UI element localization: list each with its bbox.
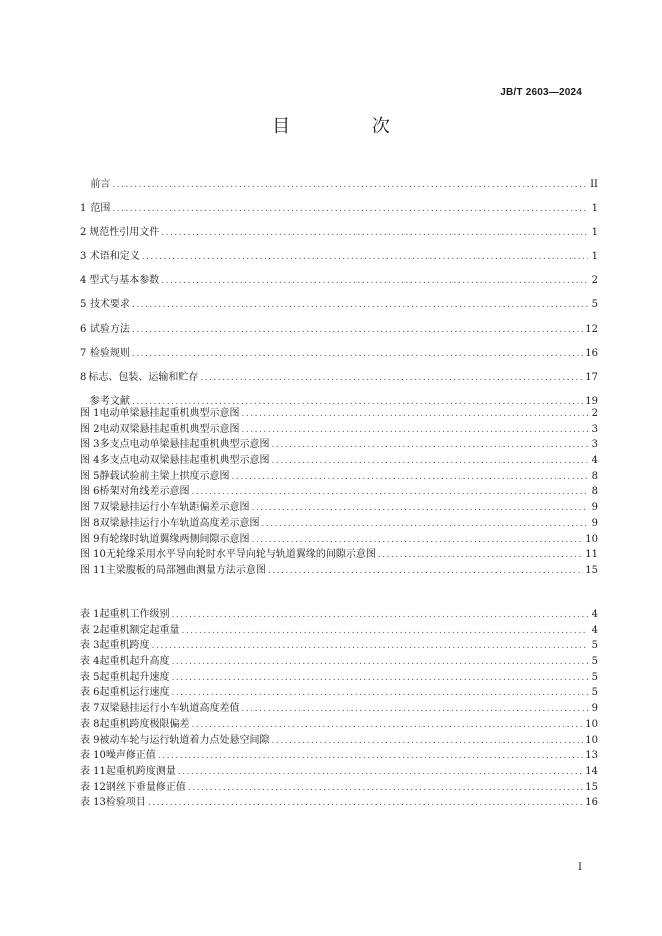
toc-entry-number: 4 [80, 275, 87, 287]
dot-leader [378, 548, 583, 564]
toc-tables [80, 607, 598, 811]
dot-leader [268, 564, 583, 580]
figure-number: 图 8 [80, 517, 100, 529]
toc-entry-number: 2 [80, 227, 87, 239]
table-number: 表 8 [80, 718, 100, 730]
table-entry[interactable] [80, 638, 598, 654]
table-entry[interactable] [80, 748, 598, 764]
figure-entry[interactable] [80, 406, 598, 422]
table-number: 表 1 [80, 609, 100, 620]
figure-number: 图 11 [80, 564, 106, 576]
toc-entry-label: 标志、包装、运输和贮存 [88, 371, 199, 383]
table-label: 噪声修正值 [105, 750, 156, 762]
toc-entry-label: 参考文献 [89, 395, 130, 407]
toc-entry-page: II [590, 179, 598, 190]
dot-leader [252, 501, 588, 517]
table-number: 表 3 [80, 640, 100, 652]
figure-number: 图 9 [80, 533, 100, 545]
toc-entry-number: 5 [80, 299, 87, 311]
figure-number: 图 3 [80, 439, 100, 451]
figure-page: 11 [585, 549, 598, 561]
figure-number: 图 1 [80, 408, 100, 419]
figure-entry[interactable] [80, 563, 598, 579]
table-number: 表 12 [80, 781, 106, 793]
table-entry[interactable] [80, 733, 598, 749]
toc-entry-page: 19 [585, 395, 598, 407]
toc-entry-number: 6 [80, 323, 87, 335]
dot-leader [161, 269, 588, 293]
figure-page: 3 [591, 439, 598, 451]
toc-entry-number: 7 [80, 347, 87, 359]
table-label: 检验项目 [105, 797, 146, 809]
table-entry[interactable] [80, 795, 598, 811]
figure-page: 9 [591, 502, 598, 514]
figure-label: 双梁悬挂运行小车轨距偏差示意图 [99, 502, 250, 514]
dot-leader [272, 734, 584, 750]
toc-entry[interactable] [80, 245, 598, 269]
toc-entry[interactable] [80, 293, 598, 317]
dot-leader [172, 686, 588, 702]
table-page: 4 [591, 624, 598, 636]
dot-leader [132, 318, 583, 342]
table-page: 14 [585, 765, 598, 777]
table-number: 表 11 [80, 765, 106, 777]
toc-entry-page: 1 [591, 203, 598, 215]
table-page: 13 [585, 750, 598, 762]
figure-label: 有轮缘时轨道翼缘两侧间隙示意图 [99, 533, 250, 545]
figure-page: 8 [591, 470, 598, 482]
figure-entry[interactable] [80, 532, 598, 548]
toc-entry[interactable] [80, 318, 598, 342]
toc-entry-page: 12 [585, 323, 598, 335]
toc-entry-page: 1 [591, 227, 598, 239]
table-entry[interactable] [80, 685, 598, 701]
dot-leader [188, 781, 583, 797]
figure-label: 电动双梁悬挂起重机典型示意图 [99, 423, 240, 435]
dot-leader [272, 438, 588, 454]
table-number: 表 7 [80, 703, 100, 715]
table-page: 9 [591, 703, 598, 715]
page-number: I [578, 862, 582, 873]
dot-leader [132, 342, 583, 366]
toc-entry[interactable] [80, 269, 598, 293]
table-page: 5 [591, 671, 598, 683]
dot-leader [172, 608, 588, 624]
figure-entry[interactable] [80, 516, 598, 532]
table-label: 起重机跨度 [99, 640, 150, 652]
table-page: 15 [585, 781, 598, 793]
dot-leader [182, 624, 588, 640]
toc-entry[interactable] [80, 342, 598, 366]
dot-leader [252, 533, 584, 549]
table-number: 表 9 [80, 734, 100, 746]
dot-leader [242, 702, 588, 718]
table-entry[interactable] [80, 717, 598, 733]
table-number: 表 6 [80, 687, 100, 699]
figure-number: 图 5 [80, 470, 100, 482]
toc-figures [80, 406, 598, 579]
table-number: 表 2 [80, 624, 100, 636]
figure-number: 图 6 [80, 486, 100, 498]
toc-entry-label: 技术要求 [89, 299, 130, 311]
dot-leader [242, 407, 588, 423]
figure-label: 主梁腹板的局部翘曲测量方法示意图 [105, 564, 266, 576]
figure-page: 3 [591, 423, 598, 435]
dot-leader [172, 671, 588, 687]
table-entry[interactable] [80, 607, 598, 623]
page-title: 目 次 [272, 116, 428, 137]
figure-label: 多支点电动单梁悬挂起重机典型示意图 [99, 439, 270, 451]
figure-entry[interactable] [80, 469, 598, 485]
toc-entry-label: 试验方法 [89, 323, 130, 335]
figure-page: 9 [591, 517, 598, 529]
table-entry[interactable] [80, 780, 598, 796]
dot-leader [178, 765, 583, 781]
dot-leader [158, 749, 583, 765]
toc-entry-page: 16 [585, 347, 598, 359]
table-entry[interactable] [80, 701, 598, 717]
figure-label: 多支点电动双梁悬挂起重机典型示意图 [99, 455, 270, 467]
dot-leader [152, 639, 588, 655]
table-label: 起重机跨度测量 [105, 765, 176, 777]
figure-entry[interactable] [80, 453, 598, 469]
figure-page: 8 [591, 486, 598, 498]
dot-leader [132, 293, 588, 317]
figure-page: 15 [585, 564, 598, 576]
toc-entry-number: 3 [80, 251, 87, 263]
table-entry[interactable] [80, 764, 598, 780]
toc-entry-label: 规范性引用文件 [89, 227, 160, 239]
table-label: 起重机起升高度 [99, 656, 170, 668]
figure-entry[interactable] [80, 484, 598, 500]
table-page: 4 [591, 609, 598, 620]
table-number: 表 13 [80, 797, 106, 809]
toc-entry-page: 1 [591, 251, 598, 263]
toc-entry-label: 术语和定义 [89, 251, 140, 263]
table-label: 钢丝下垂量修正值 [105, 781, 186, 793]
table-entry[interactable] [80, 670, 598, 686]
dot-leader [200, 366, 583, 390]
figure-label: 无轮缘采用水平导向轮时水平导向轮与轨道翼缘的间隙示意图 [105, 549, 376, 561]
toc-entry-page: 17 [585, 371, 598, 383]
table-label: 被动车轮与运行轨道着力点处悬空间隙 [99, 734, 270, 746]
dot-leader [192, 718, 584, 734]
dot-leader [232, 470, 588, 486]
figure-page: 10 [585, 533, 598, 545]
toc-entry-number: 8 [80, 371, 87, 383]
table-page: 10 [585, 734, 598, 746]
figure-entry[interactable] [80, 422, 598, 438]
table-number: 表 4 [80, 656, 100, 668]
table-label: 起重机额定起重量 [99, 624, 180, 636]
figure-page: 2 [591, 408, 598, 419]
figure-label: 静载试验前主梁上拱度示意图 [99, 470, 230, 482]
figure-number: 图 7 [80, 502, 100, 514]
table-page: 5 [591, 656, 598, 668]
table-entry[interactable] [80, 654, 598, 670]
dot-leader [112, 197, 588, 221]
table-label: 起重机运行速度 [99, 687, 170, 699]
table-entry[interactable] [80, 623, 598, 639]
toc-entry-page: 5 [591, 299, 598, 311]
dot-leader [272, 454, 588, 470]
toc-entry-number: 1 [80, 203, 87, 215]
dot-leader [172, 655, 588, 671]
dot-leader [242, 423, 588, 439]
toc-entry-label: 范围 [90, 203, 111, 215]
toc-entry-label: 检验规则 [89, 347, 130, 359]
figure-label: 双梁悬挂运行小车轨道高度差示意图 [99, 517, 260, 529]
figure-entry[interactable] [80, 437, 598, 453]
toc-entry-page: 2 [591, 275, 598, 287]
toc-entry-label: 型式与基本参数 [89, 275, 160, 287]
figure-page: 4 [591, 455, 598, 467]
figure-entry[interactable] [80, 547, 598, 563]
table-number: 表 5 [80, 671, 100, 683]
figure-entry[interactable] [80, 500, 598, 516]
table-label: 起重机工作级别 [99, 609, 170, 620]
table-page: 16 [585, 797, 598, 809]
table-page: 5 [591, 687, 598, 699]
dot-leader [161, 221, 588, 245]
dot-leader [192, 485, 588, 501]
figure-label: 桥架对角线差示意图 [99, 486, 190, 498]
figure-number: 图 4 [80, 455, 100, 467]
table-page: 10 [585, 718, 598, 730]
figure-number: 图 10 [80, 549, 106, 561]
table-page: 5 [591, 640, 598, 652]
dot-leader [148, 796, 583, 812]
table-number: 表 10 [80, 750, 106, 762]
table-label: 起重机跨度极限偏差 [99, 718, 190, 730]
table-label: 起重机起升速度 [99, 671, 170, 683]
dot-leader [142, 245, 588, 269]
dot-leader [112, 173, 588, 197]
toc-entry[interactable] [80, 366, 598, 390]
toc-sections [80, 173, 598, 414]
dot-leader [262, 517, 588, 533]
figure-label: 电动单梁悬挂起重机典型示意图 [99, 408, 240, 419]
toc-entry[interactable] [80, 221, 598, 245]
toc-entry-label: 前言 [90, 179, 111, 190]
figure-number: 图 2 [80, 423, 100, 435]
standard-code: JB/T 2603—2024 [500, 87, 582, 98]
toc-entry[interactable] [80, 173, 598, 197]
table-label: 双梁悬挂运行小车轨道高度差值 [99, 703, 240, 715]
toc-entry[interactable] [80, 197, 598, 221]
